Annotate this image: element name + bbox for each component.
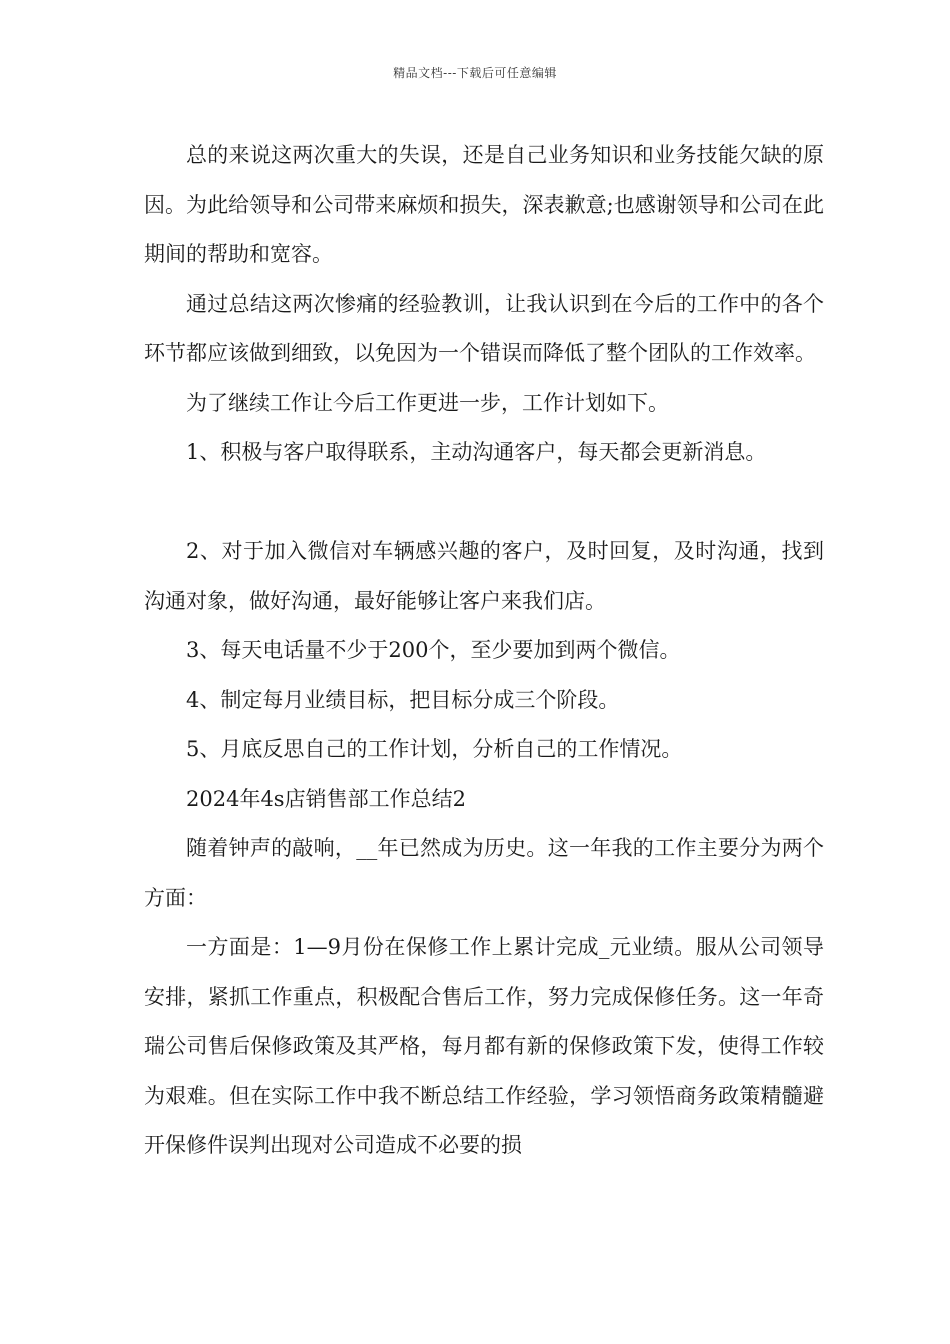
plan-item-3: 3、每天电话量不少于200个，至少要加到两个微信。	[186, 638, 681, 662]
plan-item-1: 1、积极与客户取得联系，主动沟通客户，每天都会更新消息。	[186, 440, 767, 464]
paragraph-plan-intro: 为了继续工作让今后工作更进一步，工作计划如下。	[186, 390, 669, 415]
plan-item-4: 4、制定每月业绩目标，把目标分成三个阶段。	[186, 687, 620, 712]
page-header: 精品文档---下载后可任意编辑	[393, 66, 557, 80]
section-title: 2024年4s店销售部工作总结2	[186, 786, 466, 811]
paragraph-warranty-work: 一方面是：1—9月份在保修工作上累计完成_元业绩。服从公司领导安排，紧抓工作重点，积极配合售后工作，努力完成保修任务。这一年奇瑞公司售后保修政策及其严格，每月都有新的保修政策下发，使得工作较为艰难。但在实际工作中我不断总结工作经验，学习领悟商务政策精髓避开保修件误判出现对公司造成不必要的损	[144, 935, 824, 1157]
plan-item-2: 2、对于加入微信对车辆感兴趣的客户，及时回复，及时沟通，找到沟通对象，做好沟通，最好能够让客户来我们店。	[144, 539, 824, 613]
paragraph-year-intro: 随着钟声的敲响，__年已然成为历史。这一年我的工作主要分为两个方面：	[144, 836, 824, 910]
document-body	[144, 131, 824, 1171]
plan-item-5: 5、月底反思自己的工作计划，分析自己的工作情况。	[186, 737, 683, 761]
blank-line	[144, 478, 824, 528]
paragraph-summary: 总的来说这两次重大的失误，还是自己业务知识和业务技能欠缺的原因。为此给领导和公司带来麻烦和损失，深表歉意;也感谢领导和公司在此期间的帮助和宽容。	[144, 143, 824, 266]
paragraph-lessons: 通过总结这两次惨痛的经验教训，让我认识到在今后的工作中的各个环节都应该做到细致，以免因为一个错误而降低了整个团队的工作效率。	[144, 291, 824, 365]
